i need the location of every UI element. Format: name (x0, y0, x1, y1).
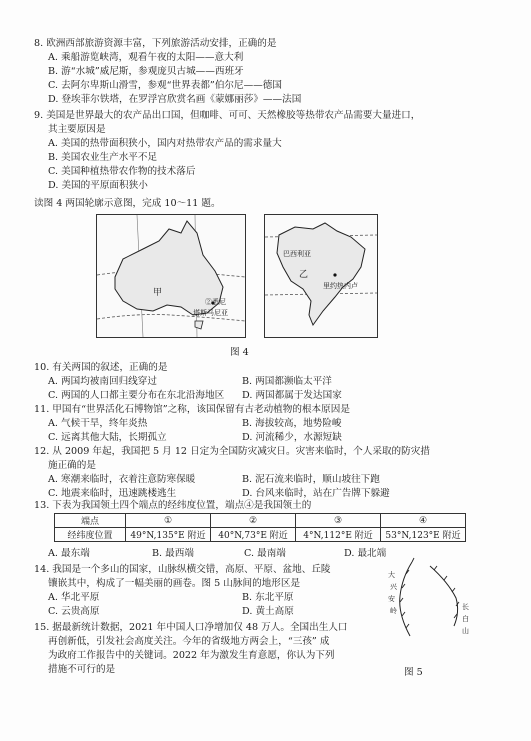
intro-10-11: 读图 4 两国轮廓示意图，完成 10～11 题。 (34, 198, 221, 209)
q12-stem-line1: 12. 从 2009 年起，我国把 5 月 12 日定为全国防灾减灾日。灾害来临时，个人采取的防灾措 (34, 446, 430, 457)
q11-option-b: B. 海拔较高，地势险峻 (242, 418, 342, 429)
q9-option-b: B. 美国农业生产水平不足 (48, 152, 158, 163)
q12-option-b: B. 泥石流来临时，顺山坡往下跑 (242, 474, 380, 485)
table-header-cell: ③ (296, 514, 381, 528)
q11-option-a: A. 气候干旱，终年炎热 (48, 418, 148, 429)
q8-option-a: A. 乘船游览峡湾，观看午夜的太阳——意大利 (48, 52, 244, 63)
table-cell: 经纬度位置 (55, 528, 126, 542)
fig5-label-chang: 长 (462, 603, 469, 611)
map-label-jia: 甲 (153, 288, 163, 298)
q13-option-b: B. 最西端 (152, 548, 194, 559)
q10-option-c: C. 两国的人口都主要分布在东北沿海地区 (48, 390, 225, 401)
q14-stem-line1: 14. 我国是一个多山的国家，山脉纵横交错，高原、平原、盆地、丘陵 (34, 564, 331, 575)
map-label-yi: 乙 (299, 270, 309, 280)
table-row (55, 528, 466, 542)
q14-stem-line2: 镶嵌其中，构成了一幅美丽的画卷。图 5 山脉间的地形区是 (48, 578, 301, 589)
q10-stem: 10. 有关两国的叙述，正确的是 (34, 362, 168, 373)
q15-stem-line3: 为政府工作报告中的关键词。2022 年为激发生育意愿，你认为下列 (48, 650, 335, 661)
fig5-label-bai: 白 (462, 615, 469, 623)
table-header-cell: ① (126, 514, 211, 528)
fig5-label-an: 安 (388, 595, 395, 603)
q10-option-a: A. 两国均被南回归线穿过 (48, 376, 157, 387)
q15-stem-line2: 再创新低，引发社会高度关注。今年的省级地方两会上，“三孩” 成 (48, 636, 330, 647)
brazil-outline-icon (265, 215, 377, 337)
q14-option-d: D. 黄土高原 (242, 606, 294, 617)
q11-option-c: C. 远离其他大陆，长期孤立 (48, 432, 167, 443)
figure-4-caption: 图 4 (230, 347, 249, 358)
q9-stem-line1: 9. 美国是世界最大的农产品出口国，但咖啡、可可、天然橡胶等热带农产品需要大量进口， (34, 110, 421, 121)
q13-stem: 13. 下表为我国领土四个端点的经纬度位置，端点④是我国领土的 (34, 500, 312, 511)
table-header-cell: ② (211, 514, 296, 528)
table-header-row (55, 514, 466, 528)
map-label-rio: 里约热内卢 (323, 282, 358, 290)
map-label-tasmania: 塔斯马尼亚 (193, 309, 228, 317)
q9-option-d: D. 美国的平原面积狭小 (48, 180, 148, 191)
q8-stem: 8. 欧洲西部旅游资源丰富，下列旅游活动安排，正确的是 (34, 38, 277, 49)
fig5-label-xing: 兴 (390, 583, 397, 591)
table-cell: 49°N,135°E 附近 (126, 528, 211, 542)
q13-option-c: C. 最南端 (244, 548, 286, 559)
q13-option-a: A. 最东端 (48, 548, 90, 559)
q11-option-d: D. 河流稀少，水源短缺 (242, 432, 342, 443)
australia-map (96, 214, 246, 338)
q14-option-c: C. 云贵高原 (48, 606, 100, 617)
q12-stem-line2: 施正确的是 (48, 460, 96, 471)
q15-stem-line4: 措施不可行的是 (48, 664, 116, 675)
table-cell: 53°N,123°E 附近 (381, 528, 466, 542)
fig5-label-ling: 岭 (390, 607, 397, 615)
q13-option-d: D. 最北端 (344, 548, 387, 559)
q9-option-c: C. 美国种植热带农作物的技术落后 (48, 166, 196, 177)
q12-option-d: D. 台风来临时，站在广告牌下躲避 (242, 488, 390, 499)
q10-option-b: B. 两国都濒临太平洋 (242, 376, 332, 387)
q14-option-b: B. 东北平原 (242, 592, 294, 603)
table-header-cell: 端点 (55, 514, 126, 528)
fig5-label-shan: 山 (462, 627, 469, 635)
q9-stem-line2: 其主要原因是 (48, 124, 106, 135)
brazil-map (264, 214, 378, 338)
australia-outline-icon (97, 215, 245, 337)
table-cell: 4°N,112°E 附近 (296, 528, 381, 542)
q12-option-c: C. 地震来临时，迅速跳楼逃生 (48, 488, 177, 499)
map-label-sydney: ②悉尼 (205, 298, 226, 306)
endpoint-table (54, 513, 466, 542)
q11-stem: 11. 甲国有“世界活化石博物馆”之称，该国保留有古老动植物的根本原因是 (34, 404, 350, 415)
q8-option-b: B. 游“水城”威尼斯，参观庞贝古城——西班牙 (48, 66, 244, 77)
table-header-cell: ④ (381, 514, 466, 528)
q12-option-a: A. 寒潮来临时，衣着注意防寒保暖 (48, 474, 196, 485)
table-cell: 40°N,73°E 附近 (211, 528, 296, 542)
q10-option-d: D. 两国都属于发达国家 (242, 390, 342, 401)
figure-5-mountains (384, 556, 476, 662)
q9-option-a: A. 美国的热带面积狭小，国内对热带农产品的需求量大 (48, 138, 282, 149)
q8-option-d: D. 登埃菲尔铁塔，在罗浮宫欣赏名画《蒙娜丽莎》——法国 (48, 94, 302, 105)
q15-stem-line1: 15. 据最新统计数据，2021 年中国人口净增加仅 48 万人。全国出生人口 (34, 622, 348, 633)
map-label-city: 巴西利亚 (283, 250, 311, 258)
figure-5-caption: 图 5 (404, 667, 423, 678)
fig5-label-da: 大 (388, 571, 395, 579)
q14-option-a: A. 华北平原 (48, 592, 100, 603)
q8-option-c: C. 去阿尔卑斯山滑雪，参观“世界表都”伯尔尼——德国 (48, 80, 282, 91)
